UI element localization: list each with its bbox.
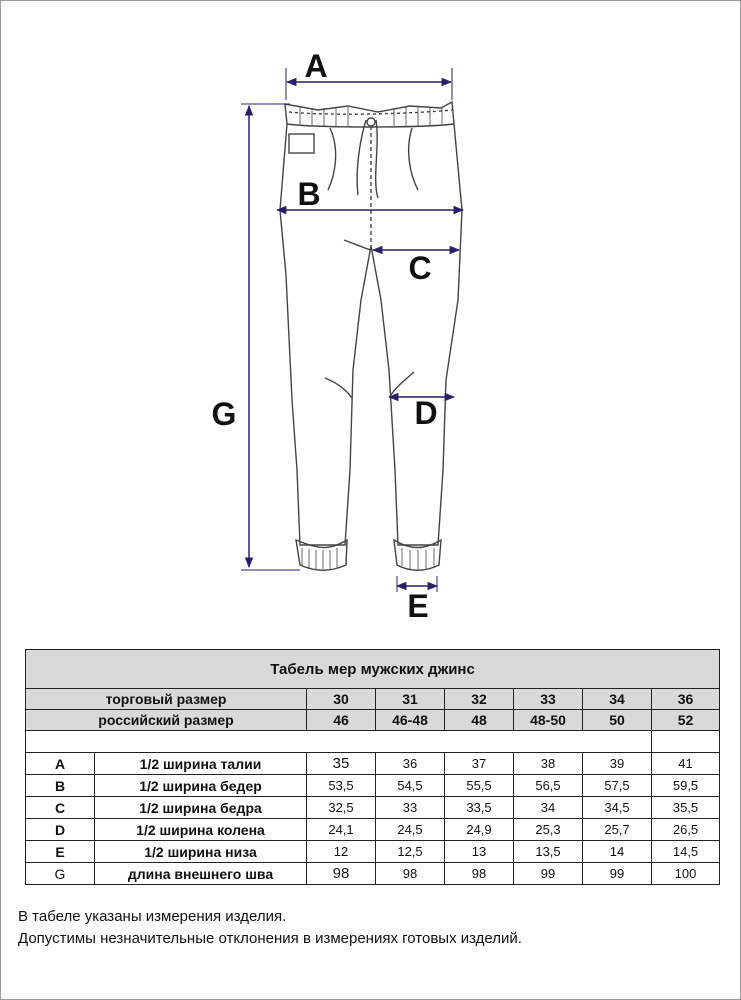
measure-value: 14 xyxy=(583,841,652,863)
trade-size: 34 xyxy=(583,689,652,710)
label-a: A xyxy=(304,48,328,84)
measure-code: B xyxy=(26,775,95,797)
measure-value: 14,5 xyxy=(652,841,720,863)
measure-value: 26,5 xyxy=(652,819,720,841)
trade-size: 33 xyxy=(514,689,583,710)
measure-value: 34,5 xyxy=(583,797,652,819)
measure-value: 54,5 xyxy=(376,775,445,797)
measure-code: A xyxy=(26,753,95,775)
measure-value: 98 xyxy=(445,863,514,885)
table-row xyxy=(26,841,720,863)
trade-size: 32 xyxy=(445,689,514,710)
russian-size: 52 xyxy=(652,710,720,731)
spacer-cell xyxy=(652,731,720,753)
measure-code: G xyxy=(26,863,95,885)
trade-size-row xyxy=(26,689,720,710)
measure-value: 25,3 xyxy=(514,819,583,841)
measure-value: 24,9 xyxy=(445,819,514,841)
measure-value: 35 xyxy=(307,753,376,775)
measure-value: 100 xyxy=(652,863,720,885)
measure-name: 1/2 ширина бедра xyxy=(95,797,307,819)
notes xyxy=(18,906,522,950)
trade-size: 36 xyxy=(652,689,720,710)
spacer-cell xyxy=(26,731,652,753)
measure-value: 36 xyxy=(376,753,445,775)
trade-size-label: торговый размер xyxy=(26,689,307,710)
russian-size: 48-50 xyxy=(514,710,583,731)
russian-size-row xyxy=(26,710,720,731)
table-title-row xyxy=(26,650,720,689)
measure-value: 13,5 xyxy=(514,841,583,863)
measure-name: 1/2 ширина низа xyxy=(95,841,307,863)
label-c: C xyxy=(408,250,432,286)
measure-value: 37 xyxy=(445,753,514,775)
measure-value: 33,5 xyxy=(445,797,514,819)
measure-code: E xyxy=(26,841,95,863)
label-e: E xyxy=(407,588,429,624)
measure-name: 1/2 ширина бедер xyxy=(95,775,307,797)
measure-value: 12 xyxy=(307,841,376,863)
measure-value: 98 xyxy=(307,863,376,885)
russian-size: 48 xyxy=(445,710,514,731)
measure-value: 99 xyxy=(583,863,652,885)
spacer-row xyxy=(26,731,720,753)
measure-value: 25,7 xyxy=(583,819,652,841)
measure-value: 35,5 xyxy=(652,797,720,819)
pants-outline xyxy=(280,102,462,570)
measure-value: 24,5 xyxy=(376,819,445,841)
russian-size: 50 xyxy=(583,710,652,731)
measure-value: 13 xyxy=(445,841,514,863)
note-line: Допустимы незначительные отклонения в измерениях готовых изделий. xyxy=(18,930,522,947)
russian-size: 46 xyxy=(307,710,376,731)
measure-name: 1/2 ширина талии xyxy=(95,753,307,775)
measure-value: 56,5 xyxy=(514,775,583,797)
label-g: G xyxy=(211,396,237,432)
russian-size-label: российский размер xyxy=(26,710,307,731)
measure-value: 57,5 xyxy=(583,775,652,797)
trade-size: 30 xyxy=(307,689,376,710)
measure-value: 38 xyxy=(514,753,583,775)
table-row xyxy=(26,819,720,841)
table-row xyxy=(26,753,720,775)
measure-value: 98 xyxy=(376,863,445,885)
table-title: Табель мер мужских джинс xyxy=(26,650,720,689)
measure-value: 32,5 xyxy=(307,797,376,819)
trade-size: 31 xyxy=(376,689,445,710)
table-row xyxy=(26,797,720,819)
label-b: B xyxy=(297,176,321,212)
measure-value: 53,5 xyxy=(307,775,376,797)
measure-value: 99 xyxy=(514,863,583,885)
dimension-lines xyxy=(241,68,463,592)
measure-value: 41 xyxy=(652,753,720,775)
measure-name: длина внешнего шва xyxy=(95,863,307,885)
size-table xyxy=(25,649,720,885)
measure-value: 59,5 xyxy=(652,775,720,797)
measure-code: D xyxy=(26,819,95,841)
measure-value: 24,1 xyxy=(307,819,376,841)
measure-code: C xyxy=(26,797,95,819)
measure-value: 55,5 xyxy=(445,775,514,797)
measure-value: 34 xyxy=(514,797,583,819)
measure-value: 12,5 xyxy=(376,841,445,863)
label-d: D xyxy=(414,395,438,431)
measure-value: 33 xyxy=(376,797,445,819)
note-line: В табеле указаны измерения изделия. xyxy=(18,908,287,925)
table-row xyxy=(26,775,720,797)
table-row xyxy=(26,863,720,885)
measure-name: 1/2 ширина колена xyxy=(95,819,307,841)
russian-size: 46-48 xyxy=(376,710,445,731)
measure-value: 39 xyxy=(583,753,652,775)
